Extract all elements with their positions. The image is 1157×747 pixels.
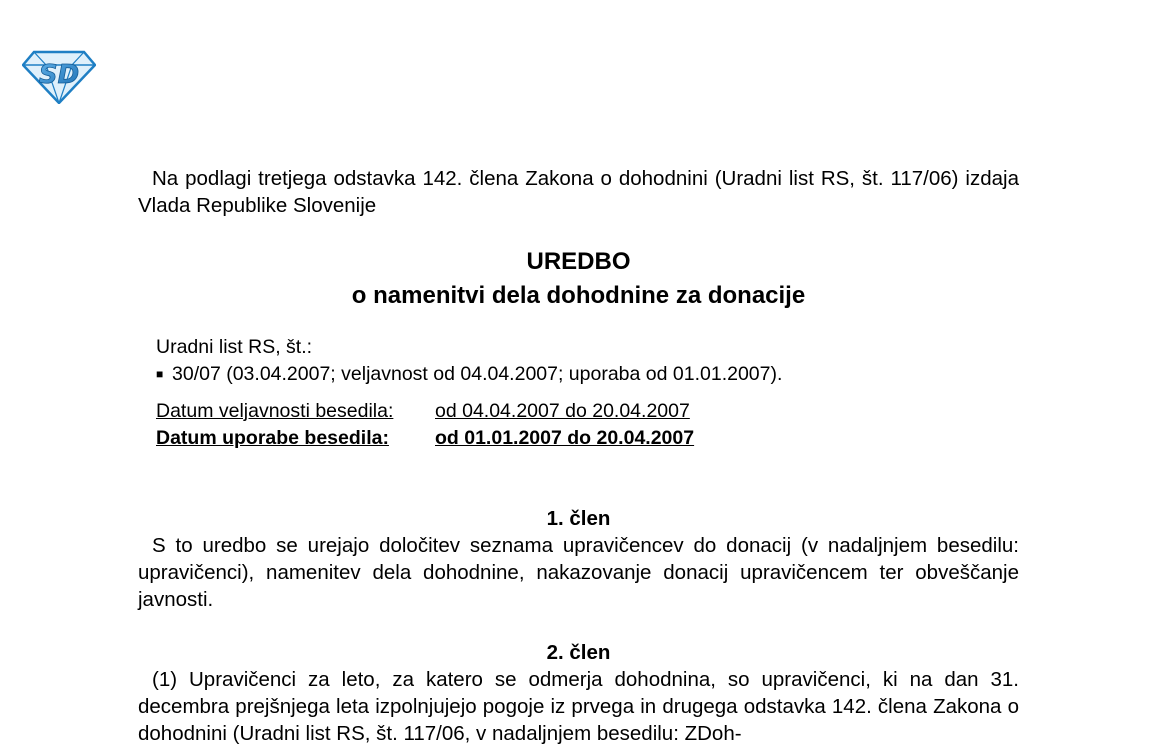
application-date-value: od 01.01.2007 do 20.04.2007: [435, 427, 695, 449]
gazette-entry: [156, 361, 1019, 388]
document-title: [138, 245, 1019, 313]
article-text: (1) Upravičenci za leto, za katero se odmerja dohodnina, so upravičenci, ki na dan 31. decembra prejšnjega leta izpolnjujejo pogoje iz prvega in drugega odstavka 142. člena Zakona o dohodnini (Uradni list RS, št. 117/06, v nadaljnjem besedilu: ZDoh-: [138, 668, 1019, 745]
application-date-row: [156, 425, 694, 452]
title-subtitle: o namenitvi dela dohodnine za donacije: [351, 282, 806, 309]
gazette-reference: [156, 334, 1019, 388]
validity-date-label: Datum veljavnosti besedila:: [156, 400, 394, 422]
article-text: S to uredbo se urejajo določitev seznama upravičencev do donacij (v nadaljnjem besedilu: upravičenci), namenitev dela dohodnine, nakazovanje donacij upravičencem ter obveščanje javnosti.: [138, 534, 1019, 611]
validity-date-row: [156, 398, 694, 425]
article-heading: 1. člen: [546, 507, 611, 530]
article-2: [138, 639, 1019, 747]
gazette-entry-text: 30/07 (03.04.2007; veljavnost od 04.04.2007; uporaba od 01.01.2007).: [172, 363, 783, 385]
intro-paragraph: Na podlagi tretjega odstavka 142. člena Zakona o dohodnini (Uradni list RS, št. 117/06) izdaja Vlada Republike Slovenije: [138, 167, 1019, 217]
gazette-label: Uradni list RS, št.:: [156, 336, 313, 358]
article-heading: 2. člen: [546, 641, 611, 664]
svg-text:SD: SD: [38, 60, 80, 90]
text-dates: [156, 398, 694, 452]
article-1: [138, 505, 1019, 613]
sd-diamond-logo-icon: [22, 48, 96, 104]
validity-date-value: od 04.04.2007 do 20.04.2007: [435, 400, 690, 422]
application-date-label: Datum uporabe besedila:: [156, 427, 389, 449]
bullet-icon: ■: [156, 367, 164, 381]
title-main: UREDBO: [526, 248, 631, 275]
